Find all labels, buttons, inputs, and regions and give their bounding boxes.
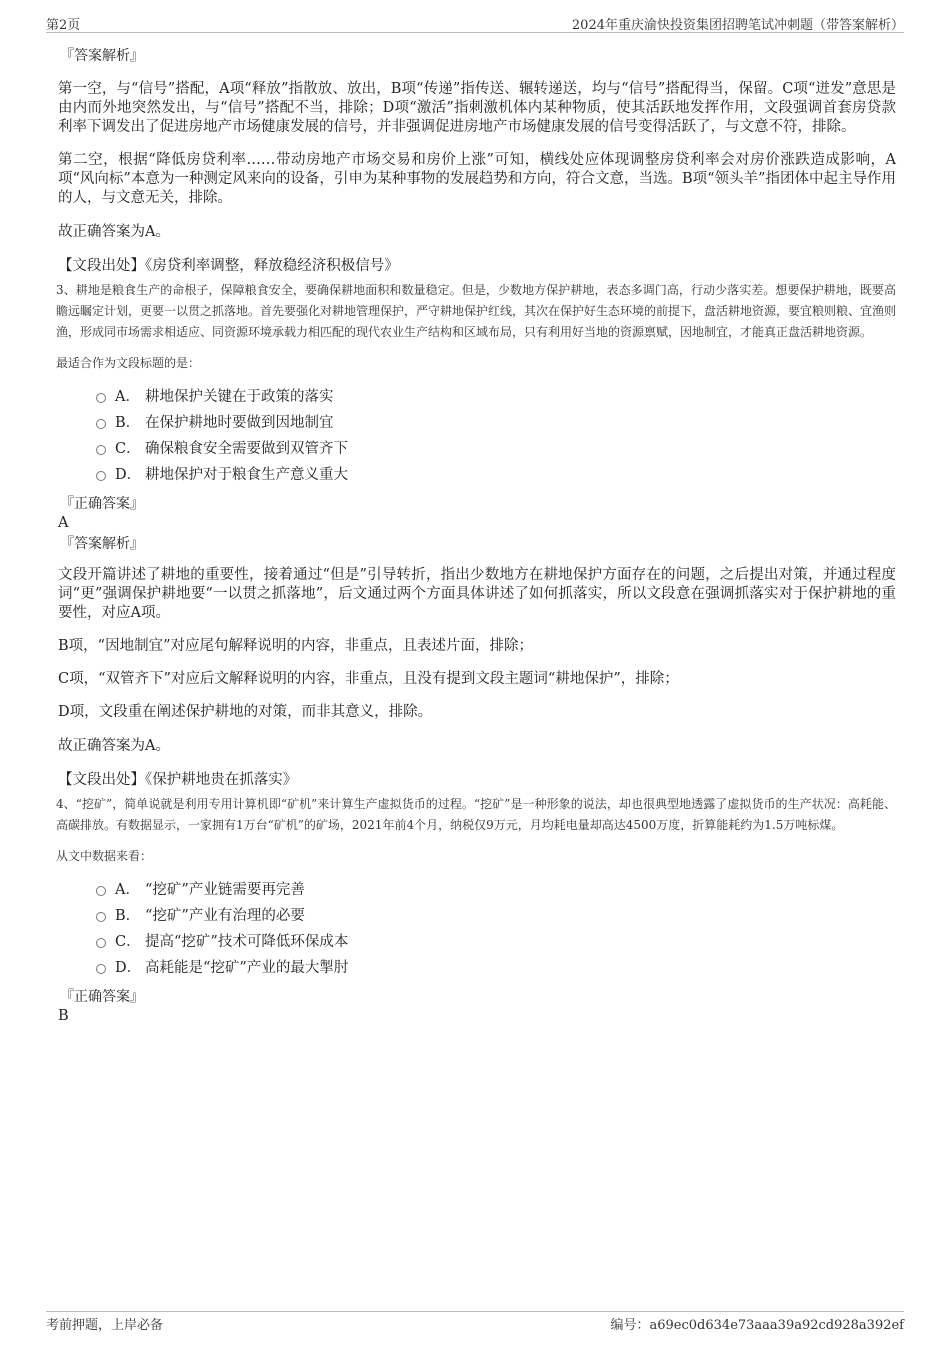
q3-prompt: 最适合作为文段标题的是： (56, 356, 201, 370)
radio-icon[interactable] (96, 471, 106, 481)
q4-prompt: 从文中数据来看： (56, 849, 153, 863)
q4-option-a[interactable]: A． “挖矿”产业链需要再完善 (96, 877, 896, 903)
q2-source: 【文段出处】《房贷利率调整，释放稳经济积极信号》 (58, 258, 399, 274)
q3-analysis-para-2: B项，“因地制宜”对应尾句解释说明的内容，非重点，且表述片面，排除； (58, 638, 533, 654)
radio-icon[interactable] (96, 393, 106, 403)
q3-correct-answer: A (58, 515, 69, 531)
q4-option-c[interactable]: C． 提高“挖矿”技术可降低环保成本 (96, 929, 896, 955)
q4-correct-label: 『正确答案』 (60, 989, 144, 1005)
q3-analysis-para-3: C项，“双管齐下”对应后文解释说明的内容，非重点，且没有提到文段主题词“耕地保护”，排除； (58, 671, 679, 687)
q3-correct-label: 『正确答案』 (60, 496, 144, 512)
q2-analysis-label: 『答案解析』 (60, 48, 144, 64)
q3-option-c[interactable]: C． 确保粮食安全需要做到双管齐下 (96, 436, 896, 462)
q4-question: 4、“挖矿”，简单说就是利用专用计算机即“矿机”来计算生产虚拟货币的过程。“挖矿”是一种形象的说法，却也很典型地透露了虚拟货币的生产状况：高耗能、高碳排放。有数据显示，一家拥有1万台“矿机”的矿场，2021年前4个月，纳税仅9万元，月均耗电量却高达4500万度，折算能耗约为1.5万吨标煤。 (56, 797, 896, 832)
q3-analysis-para-4: D项，文段重在阐述保护耕地的对策，而非其意义，排除。 (58, 704, 433, 720)
radio-icon[interactable] (96, 445, 106, 455)
q2-analysis-para-2: 第二空，根据“降低房贷利率……带动房地产市场交易和房价上涨”可知，横线处应体现调整房贷利率会对房价涨跌造成影响，A项“风向标”本意为一种测定风来向的设备，引申为某种事物的发展趋势和方向，符合文意，当选。B项“领头羊”指团体中起主导作用的人，与文意无关，排除。 (58, 152, 896, 206)
document-title: 2024年重庆渝快投资集团招聘笔试冲刺题（带答案解析） (571, 18, 904, 33)
q4-options (96, 877, 896, 981)
radio-icon[interactable] (96, 886, 106, 896)
footer-slogan: 考前押题，上岸必备 (46, 1318, 164, 1333)
page-footer (46, 1311, 904, 1333)
page-header (46, 12, 904, 33)
q3-analysis-para-1: 文段开篇讲述了耕地的重要性，接着通过“但是”引导转折，指出少数地方在耕地保护方面存在的问题，之后提出对策，并通过程度词“更”强调保护耕地要“一以贯之抓落地”，后文通过两个方面具体讲述了如何抓落实，所以文段意在强调抓落实对于保护耕地的重要性，对应A项。 (58, 567, 896, 621)
q3-question: 3、耕地是粮食生产的命根子，保障粮食安全，要确保耕地面积和数量稳定。但是，少数地方保护耕地，表态多调门高，行动少落实差。想要保护耕地，既要高瞻远瞩定计划，更要一以贯之抓落地。首先要强化对耕地管理保护，严守耕地保护红线，其次在保护好生态环境的前提下，盘活耕地资源，要宜粮则粮、宜渔则渔，形成同市场需求相适应、同资源环境承载力相匹配的现代农业生产结构和区域布局，只有利用好当地的资源禀赋，因地制宜，才能真正盘活耕地资源。 (56, 283, 897, 339)
page-number: 第2页 (46, 18, 81, 33)
q4-option-b[interactable]: B． “挖矿”产业有治理的必要 (96, 903, 896, 929)
q3-options (96, 384, 896, 488)
page-content (56, 46, 896, 1025)
q3-source: 【文段出处】《保护耕地贵在抓落实》 (58, 772, 298, 788)
q2-conclusion: 故正确答案为A。 (58, 224, 170, 240)
q4-correct-answer: B (58, 1008, 69, 1024)
q2-analysis-para-1: 第一空，与“信号”搭配，A项“释放”指散放、放出，B项“传递”指传送、辗转递送，均与“信号”搭配得当，保留。C项“迸发”意思是由内而外地突然发出，与“信号”搭配不当，排除；D项“激活”指刺激机体内某种物质，使其活跃地发挥作用，文段强调首套房贷款利率下调发出了促进房地产市场健康发展的信号，并非强调促进房地产市场健康发展的信号变得活跃了，与文意不符，排除。 (58, 81, 896, 135)
radio-icon[interactable] (96, 938, 106, 948)
q3-analysis-label: 『答案解析』 (60, 536, 144, 552)
q3-option-b[interactable]: B． 在保护耕地时要做到因地制宜 (96, 410, 896, 436)
q4-option-d[interactable]: D． 高耗能是“挖矿”产业的最大掣肘 (96, 955, 896, 981)
q3-option-a[interactable]: A． 耕地保护关键在于政策的落实 (96, 384, 896, 410)
radio-icon[interactable] (96, 964, 106, 974)
radio-icon[interactable] (96, 419, 106, 429)
q3-option-d[interactable]: D． 耕地保护对于粮食生产意义重大 (96, 462, 896, 488)
q3-conclusion: 故正确答案为A。 (58, 738, 170, 754)
radio-icon[interactable] (96, 912, 106, 922)
footer-code: 编号：a69ec0d634e73aaa39a92cd928a392ef (610, 1318, 904, 1333)
